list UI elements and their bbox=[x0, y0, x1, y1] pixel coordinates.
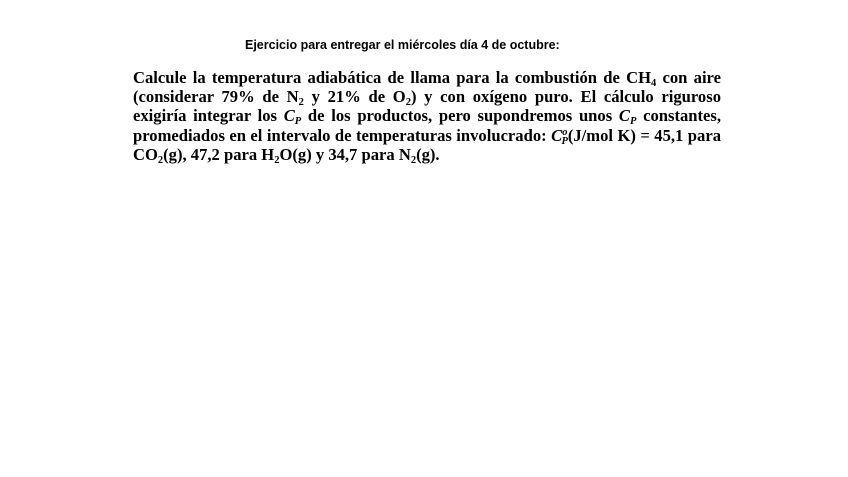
text-segment: con aire (considerar 79% de N bbox=[133, 68, 721, 107]
symbol-cp-standard: C bbox=[551, 125, 563, 145]
text-segment: (g), 47,2 para H bbox=[163, 144, 275, 164]
subscript-h2o: 2 bbox=[274, 154, 280, 166]
symbol-cp: C bbox=[618, 106, 630, 126]
subscript-n2: 2 bbox=[298, 97, 304, 109]
text-segment: (g). bbox=[416, 144, 440, 164]
symbol-cp: C bbox=[283, 106, 295, 126]
text-segment: constantes, promediados en el intervalo de temperaturas involucrado: bbox=[133, 106, 721, 145]
exercise-paragraph bbox=[133, 68, 721, 164]
text-segment: y 21% de O bbox=[303, 87, 406, 107]
exercise-heading: Ejercicio para entregar el miércoles día 4 de octubre: bbox=[245, 38, 560, 52]
subscript-ch4: 4 bbox=[650, 78, 657, 89]
subscript-n2: 2 bbox=[410, 154, 417, 166]
subscript-p-text: P bbox=[561, 135, 568, 147]
subscript-p-text: P bbox=[629, 116, 637, 128]
superscript-o-text: o bbox=[562, 126, 568, 138]
subscript-p-text: P bbox=[294, 116, 302, 128]
text-segment: Calcule la temperatura adiabática de llama para la combustión de CH bbox=[133, 68, 651, 87]
text-segment: O(g) y 34,7 para N bbox=[279, 144, 411, 164]
text-segment: (J/mol K) = 45,1 para CO bbox=[133, 125, 721, 164]
text-segment: de los productos, pero supondremos unos bbox=[301, 106, 619, 126]
subscript-co2: 2 bbox=[157, 154, 164, 166]
subscript-o2: 2 bbox=[405, 97, 411, 109]
text-segment: ) y con oxígeno puro. El cálculo riguroso exigiría integrar los bbox=[133, 87, 721, 126]
